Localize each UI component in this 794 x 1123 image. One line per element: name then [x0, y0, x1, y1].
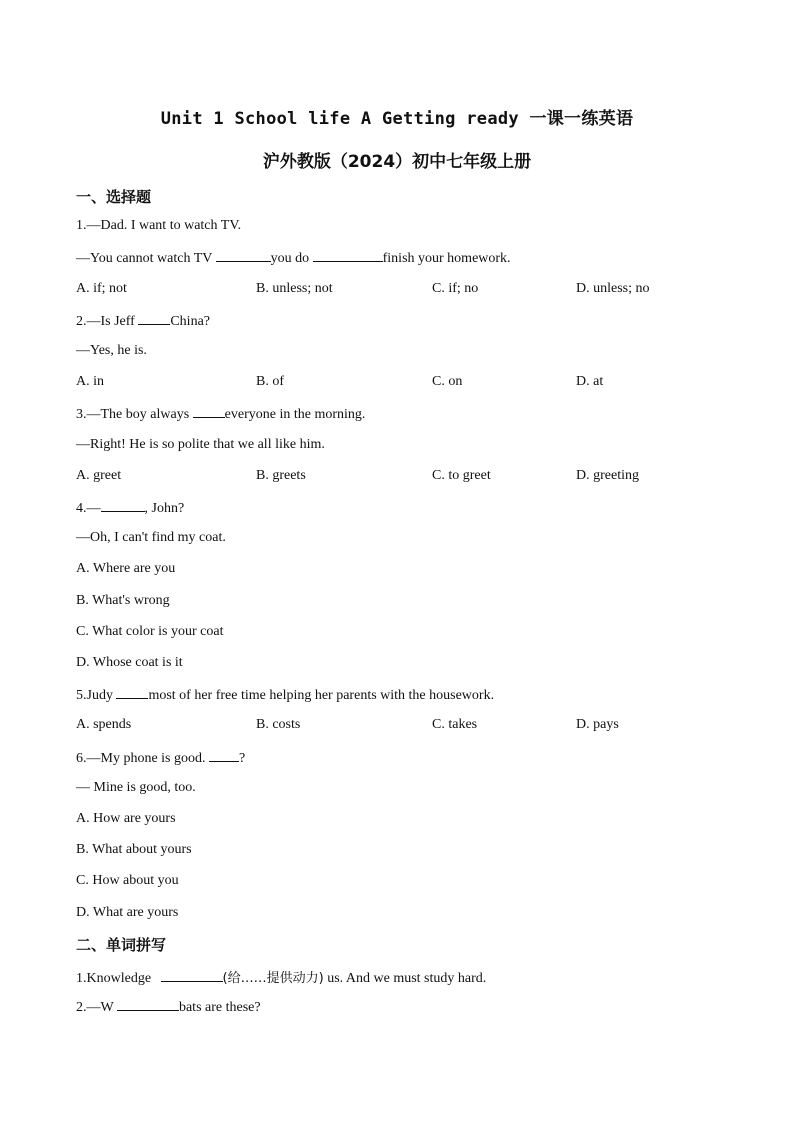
question-3-line-2: —Right! He is so polite that we all like him. — [76, 437, 325, 452]
option-b: B. What about yours — [76, 842, 192, 857]
page-title: Unit 1 School life A Getting ready 一课一练英语 — [160, 109, 634, 129]
answer-blank — [138, 312, 170, 325]
option-b: B. costs — [256, 717, 301, 732]
page-subtitle: 沪外教版（2024）初中七年级上册 — [262, 152, 532, 172]
option-c: C. on — [432, 374, 463, 389]
question-2-line-1: 2.—Is Jeff China? — [76, 314, 210, 329]
answer-blank — [116, 686, 148, 699]
option-b: B. of — [256, 374, 284, 389]
option-d: D. at — [576, 374, 604, 389]
option-d: D. unless; no — [576, 281, 650, 296]
spelling-question-1: 1.Knowledge (给……提供动力) us. And we must study hard. — [76, 971, 487, 986]
answer-blank — [117, 998, 179, 1011]
question-6-line-1: 6.—My phone is good. ? — [76, 751, 246, 766]
question-3-line-1: 3.—The boy always everyone in the morning. — [76, 407, 366, 422]
answer-blank — [193, 405, 225, 418]
spelling-question-2: 2.—W bats are these? — [76, 1000, 261, 1015]
section-heading-choice: 一、选择题 — [76, 188, 152, 206]
option-a: A. spends — [76, 717, 132, 732]
answer-blank — [101, 499, 145, 512]
answer-blank — [216, 249, 271, 262]
option-a: A. in — [76, 374, 104, 389]
question-4-line-1: 4.— , John? — [76, 501, 185, 516]
option-d: D. pays — [576, 717, 619, 732]
question-5-line-1: 5.Judy most of her free time helping her parents with the housework. — [76, 688, 495, 703]
option-c: C. if; no — [432, 281, 479, 296]
answer-blank — [313, 249, 383, 262]
question-2-line-2: —Yes, he is. — [76, 343, 147, 358]
option-c: C. to greet — [432, 468, 491, 483]
option-c: C. How about you — [76, 873, 179, 888]
option-b: B. unless; not — [256, 281, 333, 296]
option-d: D. What are yours — [76, 905, 179, 920]
answer-blank — [161, 969, 223, 982]
question-4-line-2: —Oh, I can't find my coat. — [76, 530, 226, 545]
option-b: B. greets — [256, 468, 306, 483]
answer-blank — [209, 749, 239, 762]
option-a: A. greet — [76, 468, 122, 483]
option-d: D. greeting — [576, 468, 639, 483]
option-d: D. Whose coat is it — [76, 655, 183, 670]
option-c: C. takes — [432, 717, 478, 732]
option-c: C. What color is your coat — [76, 624, 224, 639]
question-1-line-2: —You cannot watch TV you do finish your homework. — [76, 251, 511, 266]
question-1-line-1: 1.—Dad. I want to watch TV. — [76, 218, 242, 233]
question-6-line-2: — Mine is good, too. — [76, 780, 196, 795]
option-b: B. What's wrong — [76, 593, 170, 608]
option-a: A. Where are you — [76, 561, 176, 576]
option-a: A. How are yours — [76, 811, 176, 826]
section-heading-spelling: 二、单词拼写 — [76, 936, 167, 954]
option-a: A. if; not — [76, 281, 127, 296]
